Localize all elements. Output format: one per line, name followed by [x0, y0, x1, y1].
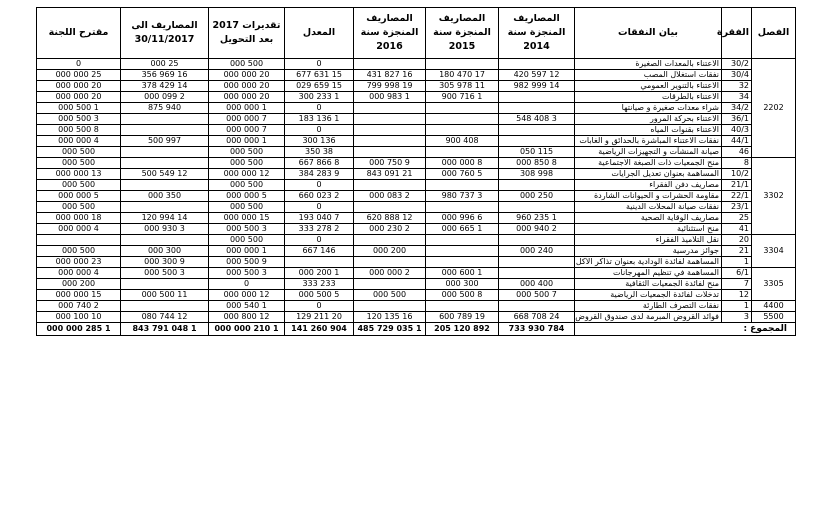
cell-spent-2017	[121, 114, 209, 125]
cell-estimate-2017: 500 000	[209, 180, 285, 191]
cell-average: 146 667	[285, 246, 354, 257]
cell-description: منح استثنائية	[575, 224, 722, 235]
header-estimates-2017: تقديرات 2017 بعد التحويل	[209, 8, 285, 59]
cell-estimate-2017: 1 000 000	[209, 136, 285, 147]
cell-2014: 115 050	[499, 147, 575, 158]
cell-spent-2017: 11 500 000	[121, 290, 209, 301]
cell-spent-2017: 12 549 500	[121, 169, 209, 180]
cell-description: شراء معدات صغيرة و صيانتها	[575, 103, 722, 114]
cell-2014	[499, 257, 575, 268]
cell-estimate-2017: 20 000 000	[209, 92, 285, 103]
budget-table	[36, 7, 796, 336]
table-row	[37, 169, 796, 180]
cell-estimate-2017: 500 000	[209, 147, 285, 158]
total-estimate-2017: 1 210 000 000	[209, 323, 285, 336]
cell-2016	[354, 279, 426, 290]
cell-fiqra: 23/1	[722, 202, 752, 213]
cell-average: 0	[285, 180, 354, 191]
table-row	[37, 279, 796, 290]
cell-fiqra: 8	[722, 158, 752, 169]
cell-spent-2017	[121, 235, 209, 246]
cell-fiqra: 30/4	[722, 70, 752, 81]
cell-2016: 2 230 000	[354, 224, 426, 235]
cell-committee-proposal: 8 500 000	[37, 125, 121, 136]
cell-average: 1 233 300	[285, 92, 354, 103]
cell-estimate-2017: 1 000 000	[209, 103, 285, 114]
cell-2014	[499, 180, 575, 191]
cell-2016: 21 091 843	[354, 169, 426, 180]
cell-average: 2 023 660	[285, 191, 354, 202]
cell-description: المساهمة بعنوان تعديل الجرايات	[575, 169, 722, 180]
cell-description: مصاريف دفن الفقراء	[575, 180, 722, 191]
cell-fiqra: 21/1	[722, 180, 752, 191]
cell-2015	[426, 147, 499, 158]
cell-committee-proposal: 20 000 000	[37, 92, 121, 103]
cell-committee-proposal: 10 100 000	[37, 312, 121, 323]
chapter-code: 3305	[752, 268, 796, 301]
cell-2016: 2 000 000	[354, 268, 426, 279]
cell-2015	[426, 59, 499, 70]
cell-spent-2017: 3 500 000	[121, 268, 209, 279]
cell-committee-proposal: 500 000	[37, 202, 121, 213]
cell-description: نفقات صيانة المحلات الدينية	[575, 202, 722, 213]
cell-average: 5 500 000	[285, 290, 354, 301]
cell-2014: 400 000	[499, 279, 575, 290]
header-desc: بيان النفقات	[575, 8, 722, 59]
cell-committee-proposal: 5 000 000	[37, 191, 121, 202]
cell-spent-2017	[121, 301, 209, 312]
cell-fiqra: 3	[722, 312, 752, 323]
cell-fiqra: 41	[722, 224, 752, 235]
cell-spent-2017	[121, 180, 209, 191]
cell-description: تدخلات لفائدة الجمعيات الرياضية	[575, 290, 722, 301]
cell-fiqra: 12	[722, 290, 752, 301]
cell-2014: 7 500 000	[499, 290, 575, 301]
cell-estimate-2017: 7 000 000	[209, 114, 285, 125]
cell-2015: 5 760 000	[426, 169, 499, 180]
cell-2016: 16 135 120	[354, 312, 426, 323]
table-row	[37, 81, 796, 92]
cell-average: 0	[285, 202, 354, 213]
cell-2014: 24 708 668	[499, 312, 575, 323]
cell-average: 20 211 129	[285, 312, 354, 323]
header-fiqra: الفقرة	[722, 8, 752, 59]
header-2015: المصاريف المنجزة سنة 2015	[426, 8, 499, 59]
cell-average: 136 300	[285, 136, 354, 147]
cell-description: مقاومة الحشرات و الحيوانات الشاردة	[575, 191, 722, 202]
cell-estimate-2017: 3 500 000	[209, 268, 285, 279]
cell-estimate-2017: 12 000 000	[209, 169, 285, 180]
cell-description: صيانة المنشآت و التجهيزات الرياضية	[575, 147, 722, 158]
cell-2016	[354, 235, 426, 246]
cell-fiqra: 1	[722, 257, 752, 268]
cell-2015: 408 900	[426, 136, 499, 147]
cell-2014: 240 000	[499, 246, 575, 257]
cell-2014: 2 940 000	[499, 224, 575, 235]
cell-committee-proposal: 500 000	[37, 246, 121, 257]
total-row	[37, 323, 796, 336]
cell-2016: 16 827 431	[354, 70, 426, 81]
cell-fiqra: 40/3	[722, 125, 752, 136]
cell-fiqra: 10/2	[722, 169, 752, 180]
header-spent-2017: المصاريف الى 30/11/2017	[121, 8, 209, 59]
chapter-code: 5500	[752, 312, 796, 323]
cell-average: 0	[285, 59, 354, 70]
cell-average: 1 200 000	[285, 268, 354, 279]
cell-spent-2017	[121, 125, 209, 136]
cell-2015: 17 470 180	[426, 70, 499, 81]
cell-estimate-2017: 15 000 000	[209, 213, 285, 224]
cell-fiqra: 32	[722, 81, 752, 92]
cell-average: 7 040 193	[285, 213, 354, 224]
cell-2016: 12 888 620	[354, 213, 426, 224]
table-row	[37, 246, 796, 257]
cell-spent-2017: 14 994 120	[121, 213, 209, 224]
cell-average: 8 866 667	[285, 158, 354, 169]
cell-description: المساهمة في تنظيم المهرجانات	[575, 268, 722, 279]
total-2016: 1 035 729 485	[354, 323, 426, 336]
cell-estimate-2017: 1 000 000	[209, 246, 285, 257]
cell-committee-proposal: 15 000 000	[37, 290, 121, 301]
cell-2015	[426, 301, 499, 312]
cell-committee-proposal: 500 000	[37, 147, 121, 158]
cell-2016	[354, 180, 426, 191]
cell-2015: 6 996 000	[426, 213, 499, 224]
cell-spent-2017: 997 500	[121, 136, 209, 147]
cell-estimate-2017: 9 500 000	[209, 257, 285, 268]
cell-2014	[499, 125, 575, 136]
table-row	[37, 59, 796, 70]
cell-average: 9 283 384	[285, 169, 354, 180]
cell-fiqra: 7	[722, 279, 752, 290]
table-row	[37, 224, 796, 235]
cell-2016	[354, 257, 426, 268]
table-row	[37, 136, 796, 147]
cell-2015: 11 978 305	[426, 81, 499, 92]
cell-description: نفقات التصرف الطارئة	[575, 301, 722, 312]
cell-spent-2017: 12 744 080	[121, 312, 209, 323]
cell-estimate-2017: 500 000	[209, 158, 285, 169]
cell-description: جوائز مدرسية	[575, 246, 722, 257]
table-row	[37, 191, 796, 202]
cell-2016	[354, 301, 426, 312]
cell-spent-2017: 2 099 000	[121, 92, 209, 103]
cell-2015: 8 000 000	[426, 158, 499, 169]
cell-2015	[426, 235, 499, 246]
cell-2014	[499, 92, 575, 103]
cell-2014	[499, 268, 575, 279]
cell-spent-2017	[121, 279, 209, 290]
cell-average: 38 350	[285, 147, 354, 158]
cell-description: منح لفائدة الجمعيات الثقافية	[575, 279, 722, 290]
cell-description: مصاريف الوقاية الصحية	[575, 213, 722, 224]
cell-committee-proposal: 23 000 000	[37, 257, 121, 268]
cell-average: 1 136 183	[285, 114, 354, 125]
cell-2016	[354, 114, 426, 125]
cell-description: الاعتناء بالتنوير العمومي	[575, 81, 722, 92]
table-row	[37, 202, 796, 213]
cell-fiqra: 25	[722, 213, 752, 224]
total-average: 904 260 141	[285, 323, 354, 336]
cell-committee-proposal: 0	[37, 59, 121, 70]
cell-description: نفقات الاعتناء المباشرة بالحدائق و الغابات	[575, 136, 722, 147]
cell-average: 0	[285, 301, 354, 312]
table-row	[37, 70, 796, 81]
cell-fiqra: 21	[722, 246, 752, 257]
cell-2015	[426, 180, 499, 191]
cell-description: نفقات استغلال المصب	[575, 70, 722, 81]
cell-estimate-2017: 500 000	[209, 59, 285, 70]
cell-spent-2017: 350 000	[121, 191, 209, 202]
cell-description: فوائد القروض المبرمة لدى صندوق القروض	[575, 312, 722, 323]
cell-committee-proposal: 2 740 000	[37, 301, 121, 312]
cell-spent-2017: 3 930 000	[121, 224, 209, 235]
cell-2014	[499, 235, 575, 246]
cell-description: الاعتناء بقنوات المياه	[575, 125, 722, 136]
total-2014: 784 930 733	[499, 323, 575, 336]
cell-fiqra: 6/1	[722, 268, 752, 279]
cell-2016: 19 998 799	[354, 81, 426, 92]
cell-estimate-2017: 3 500 000	[209, 224, 285, 235]
cell-2016: 2 083 000	[354, 191, 426, 202]
cell-committee-proposal: 18 000 000	[37, 213, 121, 224]
cell-average: 0	[285, 125, 354, 136]
table-row	[37, 312, 796, 323]
total-committee-proposal: 1 285 000 000	[37, 323, 121, 336]
cell-description: الاعتناء بحركة المرور	[575, 114, 722, 125]
cell-committee-proposal: 1 500 000	[37, 103, 121, 114]
cell-estimate-2017: 20 000 000	[209, 70, 285, 81]
total-label: المجموع :	[575, 323, 796, 336]
cell-2014	[499, 202, 575, 213]
cell-committee-proposal: 4 000 000	[37, 268, 121, 279]
cell-2014	[499, 59, 575, 70]
cell-average	[285, 257, 354, 268]
cell-fiqra: 22/1	[722, 191, 752, 202]
table-row	[37, 125, 796, 136]
cell-2016: 1 983 000	[354, 92, 426, 103]
cell-2015: 300 000	[426, 279, 499, 290]
cell-estimate-2017: 5 000 000	[209, 191, 285, 202]
cell-2016	[354, 147, 426, 158]
cell-2015: 1 716 900	[426, 92, 499, 103]
cell-2016	[354, 59, 426, 70]
table-row	[37, 114, 796, 125]
cell-spent-2017: 300 000	[121, 246, 209, 257]
cell-2014	[499, 301, 575, 312]
cell-2014	[499, 136, 575, 147]
cell-2016	[354, 103, 426, 114]
cell-fiqra: 34/2	[722, 103, 752, 114]
cell-average: 2 278 333	[285, 224, 354, 235]
cell-fiqra: 46	[722, 147, 752, 158]
header-row	[37, 8, 796, 59]
table-row	[37, 147, 796, 158]
cell-spent-2017: 25 000	[121, 59, 209, 70]
table-row	[37, 290, 796, 301]
header-average: المعدل	[285, 8, 354, 59]
chapter-code: 3302	[752, 158, 796, 235]
cell-2014: 14 999 982	[499, 81, 575, 92]
cell-2015: 1 600 000	[426, 268, 499, 279]
cell-committee-proposal: 500 000	[37, 158, 121, 169]
total-spent-2017: 1 048 791 843	[121, 323, 209, 336]
table-row	[37, 158, 796, 169]
cell-estimate-2017: 500 000	[209, 202, 285, 213]
cell-average: 0	[285, 235, 354, 246]
cell-2016: 500 000	[354, 290, 426, 301]
cell-description: نقل التلاميذ الفقراء	[575, 235, 722, 246]
table-row	[37, 268, 796, 279]
cell-spent-2017: 9 300 000	[121, 257, 209, 268]
cell-2015	[426, 257, 499, 268]
cell-estimate-2017: 7 000 000	[209, 125, 285, 136]
cell-average: 233 333	[285, 279, 354, 290]
cell-2016	[354, 202, 426, 213]
cell-fiqra: 30/2	[722, 59, 752, 70]
cell-spent-2017: 16 969 356	[121, 70, 209, 81]
cell-2015: 3 737 980	[426, 191, 499, 202]
cell-committee-proposal: 20 000 000	[37, 81, 121, 92]
cell-fiqra: 44/1	[722, 136, 752, 147]
cell-2014: 8 850 000	[499, 158, 575, 169]
cell-fiqra: 1	[722, 301, 752, 312]
cell-description: الاعتناء بالطرقات	[575, 92, 722, 103]
table-row	[37, 180, 796, 191]
cell-2014: 998 308	[499, 169, 575, 180]
cell-description: المساهمة لفائدة الودادية بعنوان تذاكر الاكل	[575, 257, 722, 268]
cell-spent-2017: 14 429 378	[121, 81, 209, 92]
cell-fiqra: 20	[722, 235, 752, 246]
cell-average: 15 631 677	[285, 70, 354, 81]
cell-committee-proposal: 25 000 000	[37, 70, 121, 81]
cell-estimate-2017: 12 000 000	[209, 290, 285, 301]
cell-fiqra: 34	[722, 92, 752, 103]
cell-description: منح الجمعيات ذات الصبغة الاجتماعية	[575, 158, 722, 169]
cell-estimate-2017: 1 540 000	[209, 301, 285, 312]
header-2014: المصاريف المنجزة سنة 2014	[499, 8, 575, 59]
cell-2015: 19 789 600	[426, 312, 499, 323]
cell-2014: 12 597 420	[499, 70, 575, 81]
header-2016: المصاريف المنجزة سنة 2016	[354, 8, 426, 59]
cell-2015: 8 500 000	[426, 290, 499, 301]
cell-average: 0	[285, 103, 354, 114]
cell-spent-2017	[121, 158, 209, 169]
cell-committee-proposal: 4 000 000	[37, 224, 121, 235]
chapter-code: 4400	[752, 301, 796, 312]
cell-fiqra: 36/1	[722, 114, 752, 125]
header-fasl: الفصل	[752, 8, 796, 59]
table-row	[37, 213, 796, 224]
cell-spent-2017	[121, 202, 209, 213]
cell-estimate-2017: 12 800 000	[209, 312, 285, 323]
header-committee-proposal: مقترح اللجنة	[37, 8, 121, 59]
cell-spent-2017: 940 875	[121, 103, 209, 114]
cell-2015: 1 665 000	[426, 224, 499, 235]
chapter-code: 3304	[752, 235, 796, 268]
cell-description: الاعتناء بالمعدات الصغيرة	[575, 59, 722, 70]
cell-committee-proposal: 500 000	[37, 180, 121, 191]
cell-2014	[499, 103, 575, 114]
cell-committee-proposal: 3 500 000	[37, 114, 121, 125]
cell-2016	[354, 136, 426, 147]
total-2015: 892 120 205	[426, 323, 499, 336]
table-row	[37, 103, 796, 114]
cell-2014: 1 235 960	[499, 213, 575, 224]
cell-2016	[354, 125, 426, 136]
cell-2014: 3 408 548	[499, 114, 575, 125]
cell-2014: 250 000	[499, 191, 575, 202]
cell-estimate-2017: 500 000	[209, 235, 285, 246]
cell-committee-proposal: 4 000 000	[37, 136, 121, 147]
cell-2015	[426, 125, 499, 136]
cell-estimate-2017: 20 000 000	[209, 81, 285, 92]
cell-2015	[426, 246, 499, 257]
cell-2015	[426, 202, 499, 213]
budget-table-wrapper	[36, 7, 795, 336]
cell-committee-proposal: 200 000	[37, 279, 121, 290]
table-row	[37, 92, 796, 103]
cell-committee-proposal: 13 000 000	[37, 169, 121, 180]
table-row	[37, 257, 796, 268]
cell-estimate-2017: 0	[209, 279, 285, 290]
cell-average: 15 659 029	[285, 81, 354, 92]
cell-committee-proposal	[37, 235, 121, 246]
cell-2016: 9 750 000	[354, 158, 426, 169]
table-row	[37, 301, 796, 312]
cell-2015	[426, 114, 499, 125]
cell-2015	[426, 103, 499, 114]
cell-spent-2017	[121, 147, 209, 158]
cell-2016: 200 000	[354, 246, 426, 257]
chapter-code: 2202	[752, 59, 796, 158]
table-row	[37, 235, 796, 246]
